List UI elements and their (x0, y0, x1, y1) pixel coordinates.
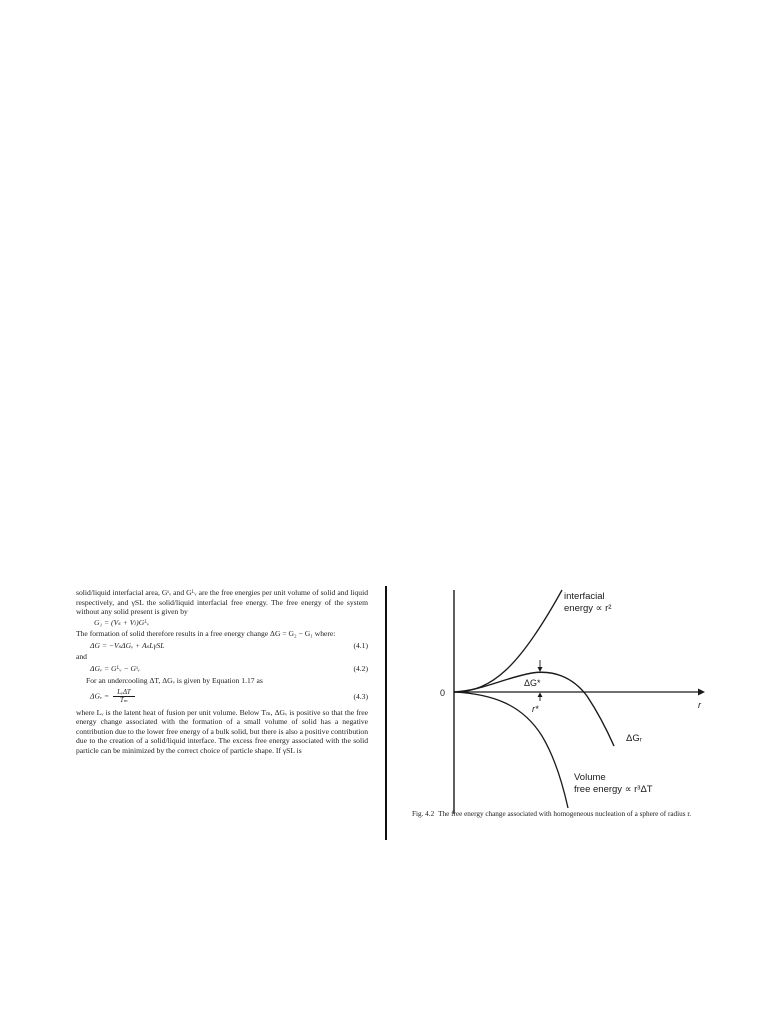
critical-radius-label: r* (532, 704, 539, 714)
x-axis-arrowhead (698, 689, 705, 696)
conjunction: and (76, 652, 87, 662)
equation-row-4-3 (76, 686, 368, 708)
text-column (76, 588, 368, 756)
fraction-numerator: LᵥΔT (117, 689, 131, 697)
x-axis-label: r (698, 700, 701, 710)
equation-row-4-2 (76, 662, 368, 676)
equation-4-1: ΔG = −VₛΔGᵥ + AₛLγSL (90, 640, 165, 650)
paragraph: For an undercooling ΔT, ΔGᵥ is given by Equation 1.17 as (86, 675, 263, 685)
fraction (113, 689, 135, 704)
column-divider (385, 586, 387, 840)
barrier-label: ΔG* (524, 678, 541, 688)
equation-number: (4.2) (353, 664, 368, 674)
equation-g1: G₁ = (Vₛ + Vₗ)Gᴸᵥ (94, 617, 150, 627)
critical-radius-marker-arrowhead (538, 693, 543, 698)
interfacial-label-line1: interfacial (564, 591, 605, 602)
total-curve-label: ΔGᵣ (626, 733, 643, 744)
paragraph: solid/liquid interfacial area, Gˢᵥ and Gᴸᵥ are the free energies per unit volume of solid and liquid respectively, and γSL the solid/liquid interfacial free energy. The free energy of the system without any solid present is given by (76, 588, 368, 617)
fraction-denominator: Tₘ (120, 697, 128, 705)
barrier-marker-arrowhead (538, 667, 543, 672)
paragraph: The formation of solid therefore results in a free energy change ΔG = G₂ − G₁ where: (76, 628, 336, 638)
volume-free-energy-curve (454, 692, 568, 808)
volume-label-line1: Volume (574, 772, 606, 783)
equation-row-4-1 (76, 638, 368, 652)
figure-caption (412, 810, 712, 819)
paragraph: where Lᵥ is the latent heat of fusion per unit volume. Below Tₘ, ΔGᵥ is positive so that the free energy change associated with the formation of a small volume of solid has a negative contribution due to the lower free energy of a bulk solid, but there is also a positive contribution due to the creation of a solid/liquid interface. The excess free energy associated with the solid particle can be minimized by the correct choice of particle shape. If γSL is (76, 707, 368, 755)
equation-4-3 (76, 689, 135, 704)
interfacial-energy-curve (454, 590, 562, 692)
volume-label-line2: free energy ∝ r³ΔT (574, 784, 653, 795)
equation-lhs: ΔGᵥ = (90, 691, 110, 701)
equation-number: (4.3) (353, 691, 368, 701)
free-energy-diagram (392, 586, 768, 816)
equation-4-2: ΔGᵥ = Gᴸᵥ − Gˢᵥ (90, 664, 140, 674)
figure-4-2 (392, 586, 768, 816)
origin-label: 0 (440, 688, 446, 698)
caption-text: The free energy change associated with homogeneous nucleation of a sphere of radius r. (438, 810, 692, 818)
interfacial-label-line2: energy ∝ r² (564, 603, 612, 614)
equation-number: (4.1) (353, 640, 368, 650)
caption-label: Fig. 4.2 (412, 810, 435, 818)
